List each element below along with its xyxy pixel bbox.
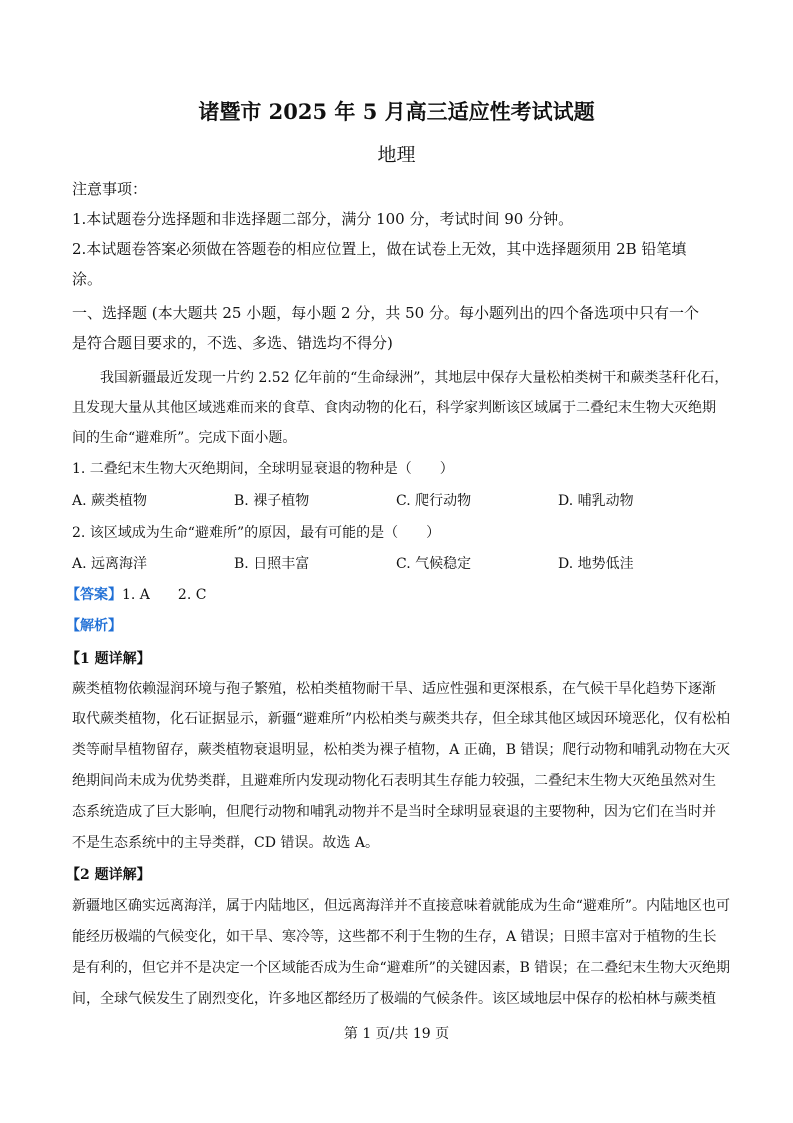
passage-line-2: 且发现大量从其他区域逃难而来的食草、食肉动物的化石，科学家判断该区域属于二叠纪末生物大灭绝期	[72, 400, 716, 416]
question-1-option-b: B. 裸子植物	[234, 493, 310, 509]
passage-line-3: 间的生命“避难所”。完成下面小题。	[72, 430, 297, 446]
answer-line	[66, 584, 206, 604]
page-title: 诸暨市 2025 年 5 月高三适应性考试试题	[198, 99, 595, 124]
detail-1-line: 不是生态系统中的主导类群，CD 错误。故选 A。	[72, 835, 379, 851]
question-2-option-b: B. 日照丰富	[234, 556, 310, 572]
detail-1-line: 取代蕨类植物，化石证据显示，新疆“避难所”内松柏类与蕨类共存，但全球其他区域因环境恶化，仅有松柏	[72, 711, 730, 727]
section-heading-line-1: 一、选择题 (本大题共 25 小题，每小题 2 分，共 50 分。每小题列出的四个备选项中只有一个	[72, 304, 699, 322]
detail-2-line: 间，全球气候发生了剧烈变化，许多地区都经历了极端的气候条件。该区域地层中保存的松柏林与蕨类植	[72, 991, 716, 1007]
detail-2-heading: 【2 题详解】	[66, 867, 151, 883]
answer-tag: 【答案】	[66, 587, 122, 603]
question-1-option-d: D. 哺乳动物	[558, 493, 634, 509]
detail-2-line: 能经历极端的气候变化，如干旱、寒冷等，这些都不利于生物的生存，A 错误；日照丰富对于植物的生长	[72, 929, 717, 945]
detail-1-line: 蕨类植物依赖湿润环境与孢子繁殖，松柏类植物耐干旱、适应性强和更深根系，在气候干旱化趋势下逐渐	[72, 681, 716, 697]
notice-item-2-line-2: 涂。	[72, 270, 103, 288]
analysis-tag: 【解析】	[66, 618, 122, 634]
question-2-stem: 2. 该区域成为生命“避难所”的原因，最有可能的是（ ）	[72, 525, 441, 541]
detail-1-heading: 【1 题详解】	[66, 651, 151, 667]
page-number: 第 1 页/共 19 页	[343, 1026, 450, 1042]
detail-1-line: 类等耐旱植物留存，蕨类植物衰退明显，松柏类为裸子植物，A 正确，B 错误；爬行动物和哺乳动物在大灭	[72, 742, 730, 758]
detail-2-line: 是有利的，但它并不是决定一个区域能否成为生命“避难所”的关键因素，B 错误；在二叠纪末生物大灭绝期	[72, 960, 731, 976]
question-1-option-a: A. 蕨类植物	[72, 493, 148, 509]
subject-title: 地理	[377, 144, 416, 166]
detail-1-line: 态系统造成了巨大影响，但爬行动物和哺乳动物并不是当时全球明显衰退的主要物种，因为它们在当时并	[72, 804, 716, 820]
passage-line-1: 我国新疆最近发现一片约 2.52 亿年前的“生命绿洲”，其地层中保存大量松柏类树干和蕨类茎秆化石，	[100, 370, 729, 386]
question-1-option-c: C. 爬行动物	[396, 493, 472, 509]
notice-item-1: 1.本试题卷分选择题和非选择题二部分，满分 100 分，考试时间 90 分钟。	[72, 210, 574, 228]
notice-heading: 注意事项：	[72, 180, 148, 198]
question-1-stem: 1. 二叠纪末生物大灭绝期间，全球明显衰退的物种是（ ）	[72, 461, 454, 477]
detail-2-line: 新疆地区确实远离海洋，属于内陆地区，但远离海洋并不直接意味着就能成为生命“避难所”。内陆地区也可	[72, 898, 730, 914]
question-2-option-d: D. 地势低洼	[558, 556, 634, 572]
section-heading-line-2: 是符合题目要求的，不选、多选、错选均不得分)	[72, 334, 393, 352]
question-2-option-c: C. 气候稳定	[396, 556, 472, 572]
question-2-option-a: A. 远离海洋	[72, 556, 148, 572]
detail-1-line: 绝期间尚未成为优势类群，且避难所内发现动物化石表明其生存能力较强，二叠纪末生物大灭绝虽然对生	[72, 773, 716, 789]
notice-item-2-line-1: 2.本试题卷答案必须做在答题卷的相应位置上，做在试卷上无效，其中选择题须用 2B 铅笔填	[72, 240, 687, 258]
answer-text: 1. A 2. C	[122, 587, 207, 603]
